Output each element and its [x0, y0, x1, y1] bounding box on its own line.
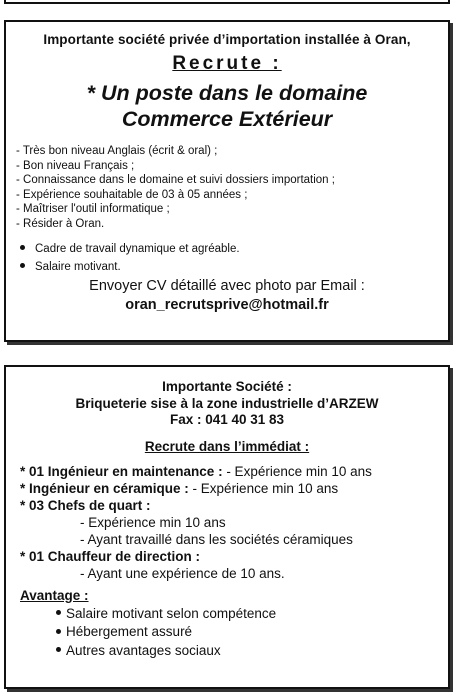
requirement-item: - Connaissance dans le domaine et suivi dossiers importation ; [16, 174, 335, 187]
fax-number: Fax : 041 40 31 83 [169, 412, 285, 427]
perk-item [20, 240, 448, 258]
requirement-item: - Résider à Oran. [16, 217, 105, 230]
job-ad-briqueterie [4, 365, 450, 689]
avantage-text: Autres avantages sociaux [66, 642, 221, 658]
job-ad-commerce-exterieur [4, 20, 450, 342]
recrute-heading: Recrute dans l’immédiat : [144, 438, 310, 454]
position-detail: - Expérience min 10 ans [188, 480, 339, 496]
position-title: * 01 Chauffeur de direction : [20, 548, 201, 564]
company-location: Briqueterie sise à la zone industrielle d’ARZEW [75, 395, 379, 411]
bullet-icon [56, 610, 61, 615]
perk-item [20, 258, 448, 276]
position-sub-detail: - Ayant travaillé dans les sociétés céramiques [80, 531, 353, 547]
avantages-list [56, 605, 448, 661]
ad-header [6, 379, 448, 429]
requirements-list [16, 144, 448, 232]
requirement-item: - Expérience souhaitable de 03 à 05 années ; [16, 188, 248, 201]
previous-ad-border [4, 0, 450, 4]
send-cv-instructions: Envoyer CV détaillé avec photo par Email : [89, 277, 365, 294]
position-row [20, 480, 448, 497]
requirement-item: - Très bon niveau Anglais (écrit & oral) ; [16, 145, 218, 157]
bullet-icon [20, 245, 25, 250]
avantage-text: Hébergement assuré [66, 624, 193, 639]
position-title [6, 80, 448, 132]
position-title-line-1: * Un poste dans le domaine [86, 81, 368, 105]
position-row [20, 463, 448, 480]
requirement-item: - Maîtriser l'outil informatique ; [16, 203, 170, 216]
position-title: * 01 Ingénieur en maintenance : [20, 463, 223, 479]
positions-list [20, 463, 448, 582]
perks-list [20, 240, 448, 276]
perk-text: Salaire motivant. [35, 260, 121, 273]
requirement-item: - Bon niveau Français ; [16, 159, 135, 172]
avantage-item [56, 623, 448, 642]
bullet-icon [56, 647, 61, 652]
avantage-heading: Avantage : [20, 587, 89, 603]
avantage-item [56, 605, 448, 624]
position-title: * 03 Chefs de quart : [20, 497, 151, 513]
position-title-line-2: Commerce Extérieur [121, 107, 333, 131]
position-title: * Ingénieur en céramique : [20, 480, 189, 496]
position-sub-detail: - Ayant une expérience de 10 ans. [80, 565, 285, 581]
bullet-icon [20, 263, 25, 268]
position-detail: - Expérience min 10 ans [222, 463, 372, 479]
bullet-icon [56, 629, 61, 634]
recrute-heading: Recrute : [172, 53, 282, 74]
avantage-item [56, 642, 448, 661]
ad-header: Importante société privée d’importation installée à Oran, [43, 32, 411, 47]
position-row [20, 497, 448, 514]
company-name: Importante Société : [162, 379, 292, 394]
contact-email[interactable]: oran_recrutsprive@hotmail.fr [125, 296, 329, 313]
perk-text: Cadre de travail dynamique et agréable. [35, 242, 240, 255]
avantage-text: Salaire motivant selon compétence [66, 605, 277, 621]
position-row [20, 548, 448, 565]
position-sub-detail: - Expérience min 10 ans [80, 514, 226, 530]
